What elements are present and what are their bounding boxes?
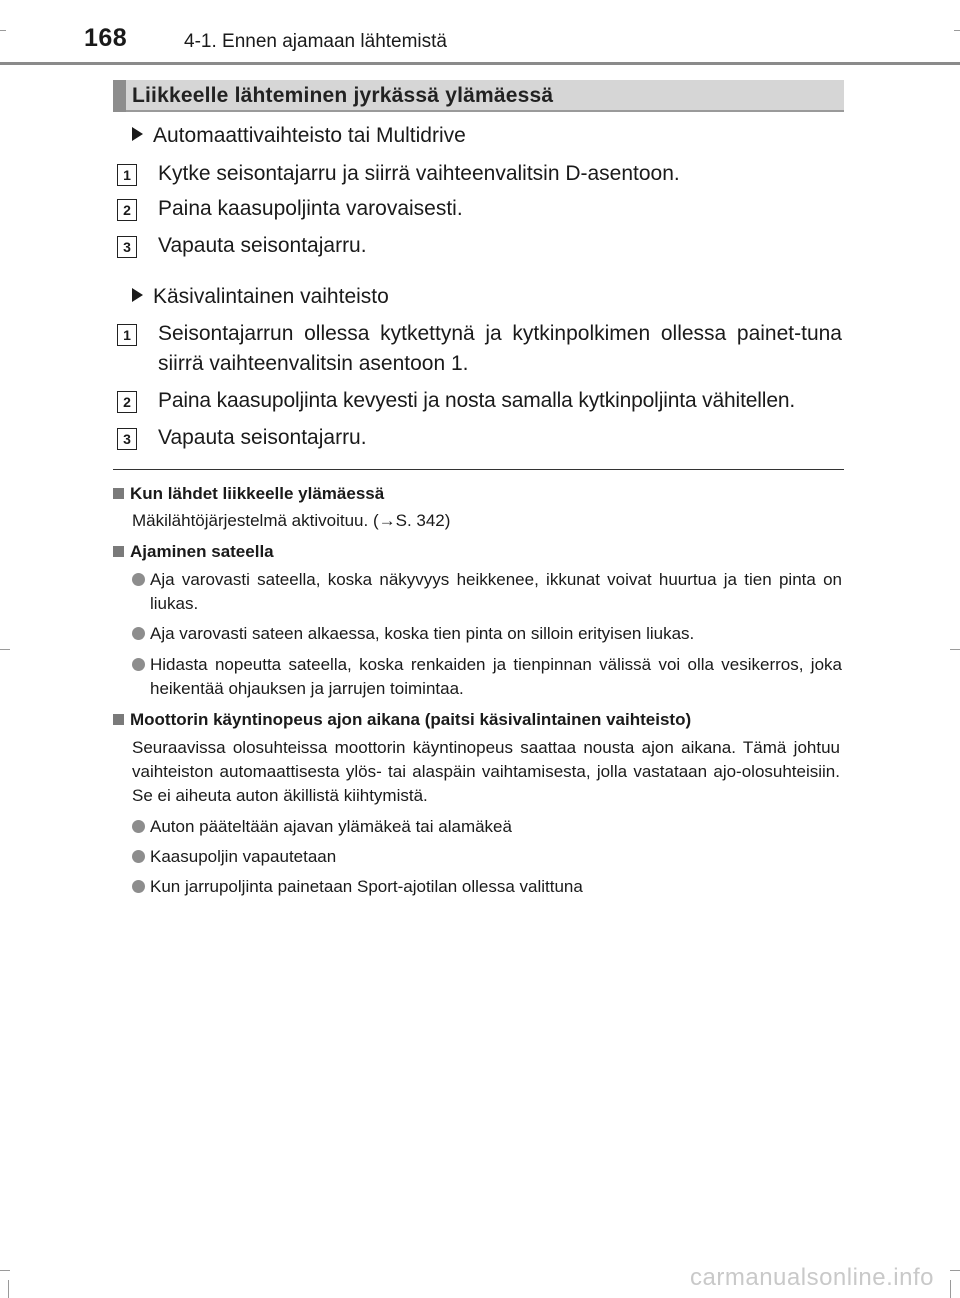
crop-mark — [0, 1270, 10, 1271]
step-text: Paina kaasupoljinta kevyesti ja nosta samalla kytkinpoljinta vähitellen. — [158, 389, 796, 412]
automatic-heading-text: Automaattivaihteisto tai Multidrive — [153, 124, 466, 147]
note-heading — [113, 710, 691, 730]
bullet-item — [132, 568, 842, 616]
page-number: 168 — [84, 24, 128, 52]
note-heading-text: Ajaminen sateella — [130, 542, 274, 561]
note-heading — [113, 542, 274, 562]
watermark: carmanualsonline.info — [690, 1264, 934, 1291]
chapter-title: 4-1. Ennen ajamaan lähtemistä — [184, 31, 447, 52]
step-text: Paina kaasupoljinta varovaisesti. — [158, 197, 463, 220]
step-number: 3 — [117, 236, 137, 258]
crop-mark — [950, 1270, 960, 1271]
triangle-bullet-icon — [132, 288, 143, 302]
crop-mark — [950, 649, 960, 650]
bullet-text: Auton pääteltään ajavan ylämäkeä tai alamäkeä — [150, 817, 512, 836]
step-number: 2 — [117, 391, 137, 413]
circle-bullet-icon — [132, 880, 145, 893]
bullet-item — [132, 815, 842, 839]
bullet-item — [132, 875, 842, 899]
crop-mark — [950, 1280, 951, 1298]
section-title-bar — [113, 80, 126, 112]
step-number: 3 — [117, 428, 137, 450]
square-bullet-icon — [113, 546, 124, 557]
circle-bullet-icon — [132, 820, 145, 833]
section-title: Liikkeelle lähteminen jyrkässä ylämäessä — [132, 84, 554, 107]
bullet-text: Aja varovasti sateen alkaessa, koska tien pinta on silloin erityisen liukas. — [150, 624, 695, 643]
step-text: Kytke seisontajarru ja siirrä vaihteenvalitsin D-asentoon. — [158, 162, 680, 185]
header-rule — [0, 62, 960, 65]
step-text: Seisontajarrun ollessa kytkettynä ja kytkinpolkimen ollessa painet-tuna siirrä vaihteenvalitsin asentoon 1. — [158, 322, 842, 375]
note-body: Mäkilähtöjärjestelmä aktivoituu. (→S. 342) — [132, 511, 451, 530]
bullet-item — [132, 845, 842, 869]
step-number: 2 — [117, 199, 137, 221]
step-text: Vapauta seisontajarru. — [158, 234, 367, 257]
step-number: 1 — [117, 324, 137, 346]
square-bullet-icon — [113, 488, 124, 499]
circle-bullet-icon — [132, 658, 145, 671]
bullet-text: Aja varovasti sateella, koska näkyvyys heikkenee, ikkunat voivat huurtua ja tien pinta on liukas. — [150, 570, 842, 613]
square-bullet-icon — [113, 714, 124, 725]
note-body: Seuraavissa olosuhteissa moottorin käyntinopeus saattaa nousta ajon aikana. Tämä johtuu vaihteiston automaattisesta ylös- tai alaspäin vaihtamisesta, jolla vastataan ajo-olosuhteisiin. Se ei aiheuta auton äkillistä kiihtymistä. — [132, 738, 840, 805]
note-heading-text: Moottorin käyntinopeus ajon aikana (paitsi käsivalintainen vaihteisto) — [130, 710, 692, 729]
step-text: Vapauta seisontajarru. — [158, 426, 367, 449]
manual-heading-text: Käsivalintainen vaihteisto — [153, 285, 389, 308]
bullet-text: Kun jarrupoljinta painetaan Sport-ajotilan ollessa valittuna — [150, 877, 583, 896]
crop-mark — [0, 30, 6, 31]
triangle-bullet-icon — [132, 127, 143, 141]
bullet-item — [132, 653, 842, 701]
bullet-item — [132, 622, 842, 646]
circle-bullet-icon — [132, 573, 145, 586]
section-title-box — [113, 80, 844, 112]
circle-bullet-icon — [132, 850, 145, 863]
circle-bullet-icon — [132, 627, 145, 640]
note-heading — [113, 484, 384, 504]
note-heading-text: Kun lähdet liikkeelle ylämäessä — [130, 484, 385, 503]
automatic-heading — [132, 124, 466, 148]
step-number: 1 — [117, 164, 137, 186]
manual-heading — [132, 285, 389, 309]
crop-mark — [954, 30, 960, 31]
section-divider — [113, 469, 844, 470]
crop-mark — [8, 1280, 9, 1298]
bullet-text: Hidasta nopeutta sateella, koska renkaiden ja tienpinnan välissä voi olla vesikerros, joka heikentää ohjauksen ja jarrujen toimintaa. — [150, 655, 842, 698]
crop-mark — [0, 649, 10, 650]
bullet-text: Kaasupoljin vapautetaan — [150, 847, 337, 866]
